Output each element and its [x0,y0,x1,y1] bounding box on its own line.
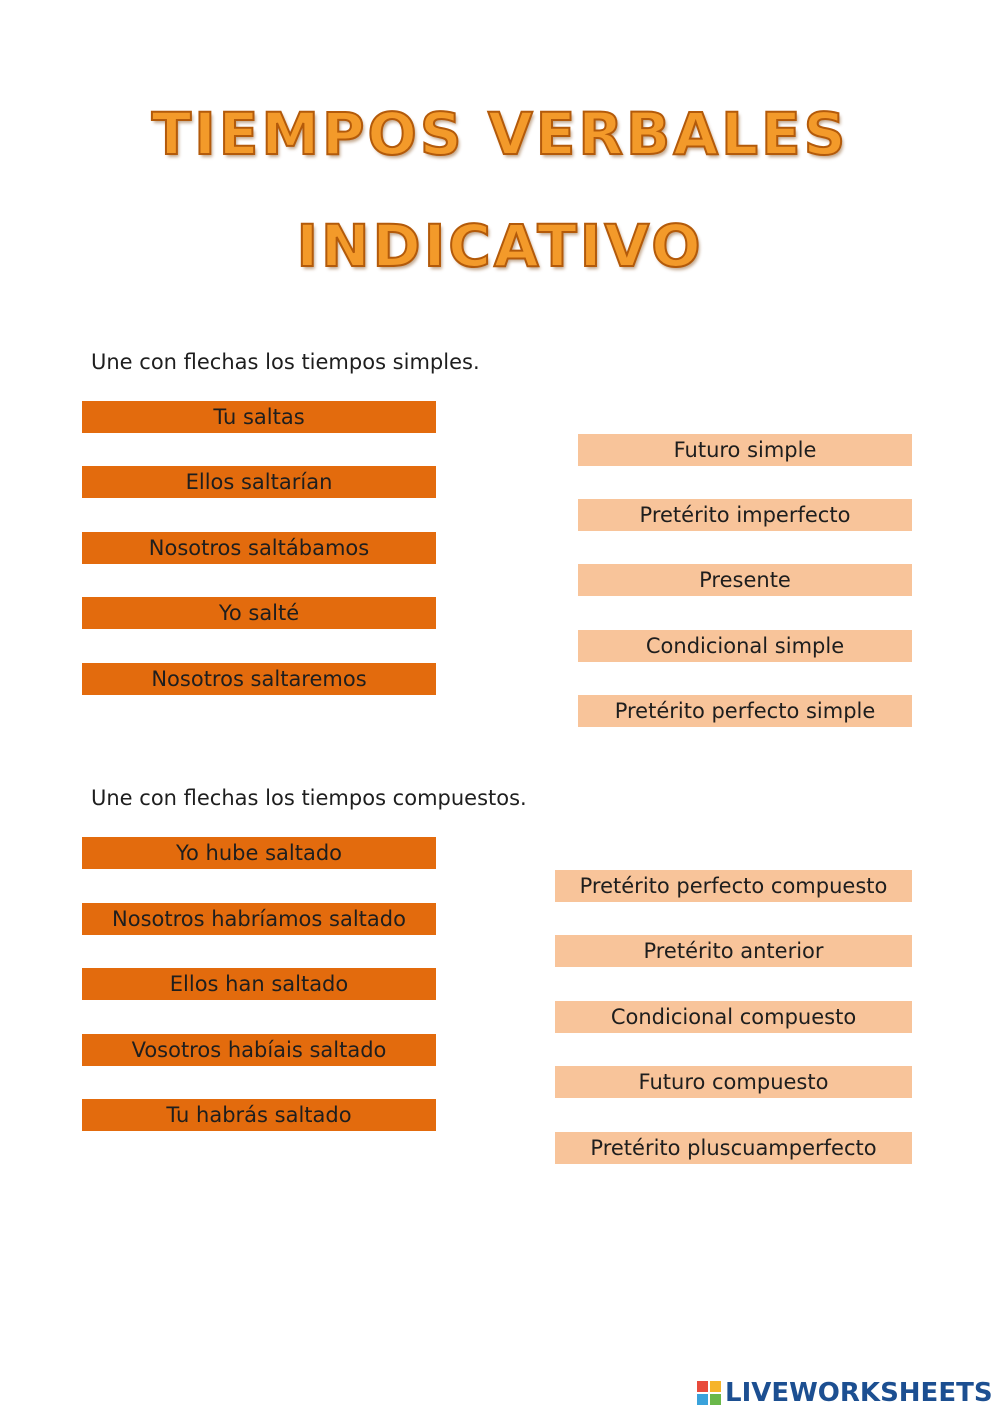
simple-tense-box[interactable]: Pretérito perfecto simple [578,695,912,727]
title-line-2: INDICATIVO [296,212,704,280]
compound-verb-box[interactable]: Tu habrás saltado [82,1099,436,1131]
simple-tense-box[interactable]: Presente [578,564,912,596]
simple-verb-box[interactable]: Nosotros saltábamos [82,532,436,564]
simple-tense-box[interactable]: Futuro simple [578,434,912,466]
simple-verb-box[interactable]: Tu saltas [82,401,436,433]
simple-tense-box[interactable]: Condicional simple [578,630,912,662]
compound-tense-box[interactable]: Futuro compuesto [555,1066,912,1098]
compound-tense-box[interactable]: Pretérito anterior [555,935,912,967]
compound-verb-box[interactable]: Vosotros habíais saltado [82,1034,436,1066]
title-line-1: TIEMPOS VERBALES [151,100,849,168]
simple-tense-box[interactable]: Pretérito imperfecto [578,499,912,531]
compound-tense-box[interactable]: Pretérito perfecto compuesto [555,870,912,902]
simple-verb-box[interactable]: Ellos saltarían [82,466,436,498]
compound-verb-box[interactable]: Nosotros habríamos saltado [82,903,436,935]
liveworksheets-logo-text: LIVEWORKSHEETS [725,1378,993,1408]
simple-verb-box[interactable]: Yo salté [82,597,436,629]
compound-tense-box[interactable]: Pretérito pluscuamperfecto [555,1132,912,1164]
section2-instruction: Une con flechas los tiempos compuestos. [91,786,527,810]
simple-verb-box[interactable]: Nosotros saltaremos [82,663,436,695]
liveworksheets-logo-icon [697,1381,721,1405]
section1-instruction: Une con flechas los tiempos simples. [91,350,480,374]
compound-tense-box[interactable]: Condicional compuesto [555,1001,912,1033]
liveworksheets-logo [697,1378,993,1408]
compound-verb-box[interactable]: Yo hube saltado [82,837,436,869]
compound-verb-box[interactable]: Ellos han saltado [82,968,436,1000]
